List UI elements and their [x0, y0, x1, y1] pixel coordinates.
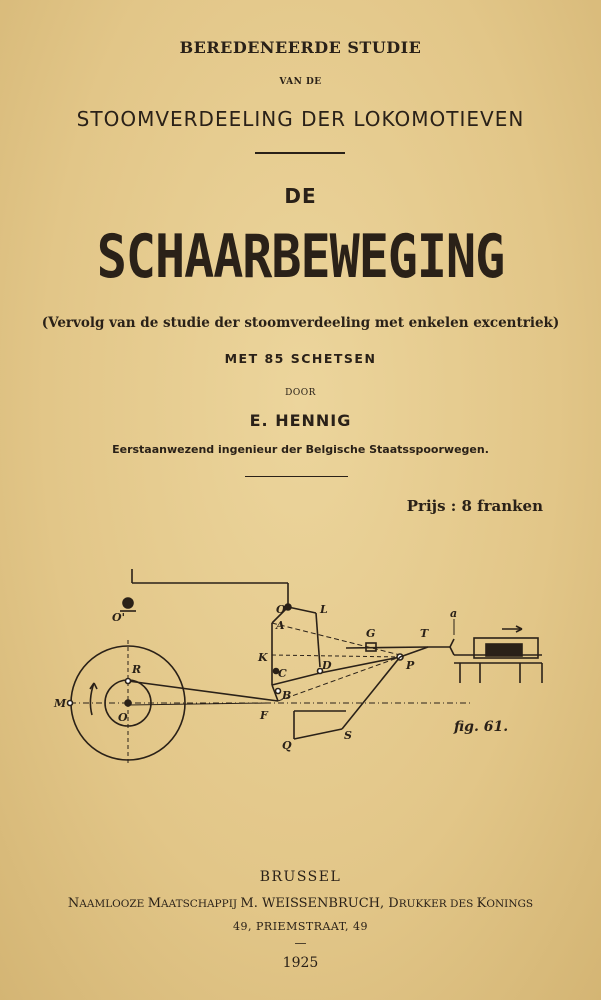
imprint-city: BRUSSEL	[259, 869, 342, 885]
label-o-top: O	[276, 603, 286, 616]
label-g: G	[366, 627, 376, 640]
imprint-address: 49, PRIEMSTRAAT, 49	[233, 920, 368, 933]
label-p: P	[406, 659, 415, 672]
header-line-3: STOOMVERDEELING DER LOKOMOTIEVEN	[76, 107, 525, 131]
label-o-prime: O'	[112, 611, 125, 624]
header-line-2: VAN DE	[279, 77, 322, 87]
divider-top	[255, 152, 345, 154]
label-l: L	[320, 603, 328, 616]
label-d: D	[322, 659, 332, 672]
label-a: A	[276, 619, 285, 632]
sketch-count: MET 85 SCHETSEN	[224, 351, 377, 366]
title-main: SCHAARBEWEGING	[96, 222, 505, 292]
valve-gear-diagram	[50, 555, 550, 765]
by-label: DOOR	[285, 388, 316, 398]
author-name: E. HENNIG	[249, 411, 352, 430]
title-subtitle: (Vervolg van de studie der stoomverdeeling met enkelen excentriek)	[41, 315, 560, 331]
label-a-small: a	[450, 607, 458, 620]
label-q: Q	[282, 739, 292, 752]
label-t: T	[420, 627, 429, 640]
author-role: Eerstaanwezend ingenieur der Belgische Staatsspoorwegen.	[112, 443, 489, 456]
price: Prijs : 8 franken	[406, 497, 543, 515]
divider-middle	[245, 476, 348, 477]
label-k: K	[258, 651, 268, 664]
imprint-publisher: NAAMLOOZE MAATSCHAPPIJ M. WEISSENBRUCH, DRUKKER DES KONINGS	[67, 896, 534, 911]
label-o-center: O	[118, 711, 128, 724]
header-line-1: BEREDENEERDE STUDIE	[179, 38, 422, 57]
figure-caption: fig. 61.	[454, 719, 509, 735]
imprint-year: 1925	[282, 955, 319, 971]
label-b: B	[282, 689, 292, 702]
label-c: C	[278, 667, 287, 680]
label-r: R	[132, 663, 142, 676]
label-f: F	[260, 709, 268, 722]
imprint-dash: —	[294, 936, 307, 950]
title-article: DE	[284, 184, 317, 208]
label-s: S	[344, 729, 352, 742]
label-m: M	[54, 697, 67, 710]
